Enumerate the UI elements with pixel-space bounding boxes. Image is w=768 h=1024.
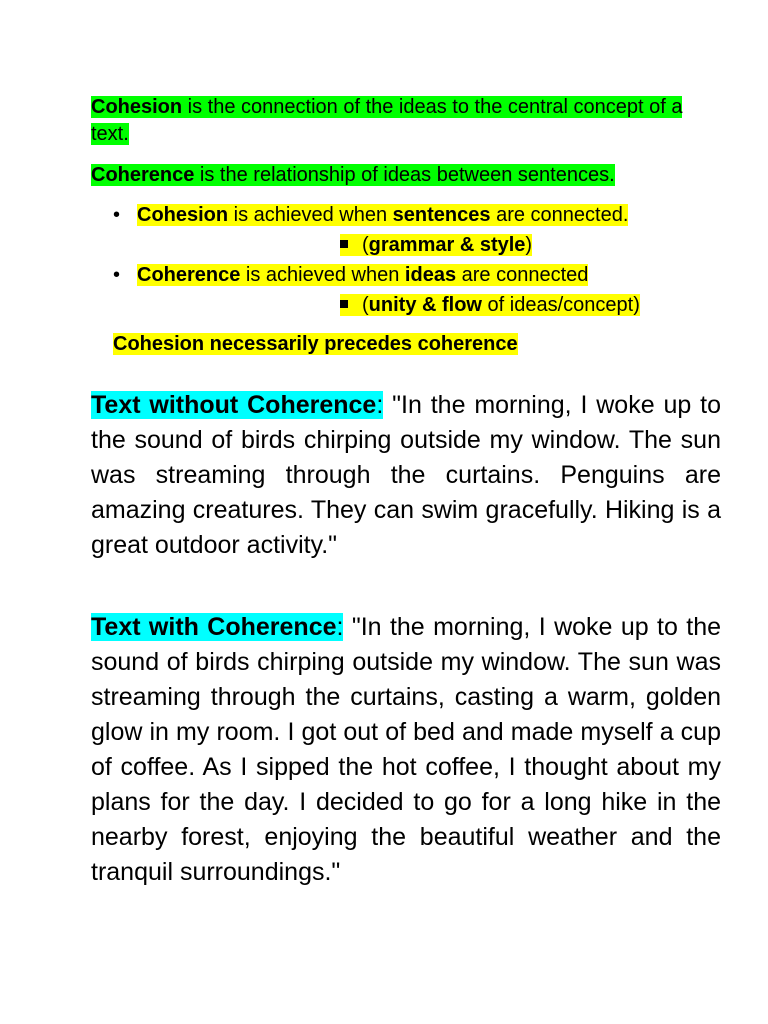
cohesion-definition xyxy=(91,94,723,148)
sub-close-paren: ) xyxy=(525,234,533,256)
conclusion-text: Cohesion necessarily precedes coherence xyxy=(113,333,518,355)
example-text: "In the morning, I woke up to the sound of birds chirping outside my window. The sun was streaming through the curtains, casting a warm, golden glow in my room. I got out of bed and made myself a cup of coffee. As I sipped the hot coffee, I thought about my plans for the day. I decided to go for a long hike in the nearby forest, enjoying the beautiful weather and the tranquil surroundings." xyxy=(91,613,721,886)
sub-bold-text: unity & flow xyxy=(368,294,482,316)
example-text: "In the morning, I woke up to the sound of birds chirping outside my window. The sun was streaming through the curtains. Penguins are amazing creatures. They can swim gracefully. Hiking is a great outdoor activity." xyxy=(91,391,721,559)
round-bullet-icon: • xyxy=(113,264,121,286)
bullet-middle-text: is achieved when xyxy=(240,264,405,286)
example-colon: : xyxy=(336,613,344,641)
example-label: Text with Coherence xyxy=(91,613,337,641)
sub-open-paren: ( xyxy=(362,234,369,256)
square-bullet-icon xyxy=(340,240,348,248)
cohesion-term: Cohesion xyxy=(91,96,183,118)
example-colon: : xyxy=(376,391,384,419)
sub-rest-text: of ideas/concept xyxy=(482,294,634,316)
sub-bold-text: grammar & style xyxy=(368,234,526,256)
bullet-end-text: are connected xyxy=(456,264,589,286)
bullet-middle-text: is achieved when xyxy=(228,204,393,226)
sub-bullet-unity-flow xyxy=(340,292,640,318)
sub-close-paren: ) xyxy=(633,294,640,316)
sub-open-paren: ( xyxy=(362,294,369,316)
example-with-coherence xyxy=(91,610,721,890)
bullet-item-cohesion xyxy=(113,202,628,228)
bullet-term: Coherence xyxy=(137,264,241,286)
example-without-coherence xyxy=(91,388,721,563)
sub-bullet-grammar-style xyxy=(340,232,532,258)
cohesion-definition-text: is the connection of the ideas to the central concept of a text. xyxy=(91,96,683,145)
coherence-definition xyxy=(91,162,723,189)
bullet-keyword: ideas xyxy=(404,264,457,286)
bullet-term: Cohesion xyxy=(137,204,229,226)
bullet-item-coherence xyxy=(113,262,588,288)
coherence-definition-text: is the relationship of ideas between sentences. xyxy=(194,164,615,186)
square-bullet-icon xyxy=(340,300,348,308)
conclusion-statement xyxy=(113,331,518,358)
bullet-keyword: sentences xyxy=(392,204,491,226)
example-label: Text without Coherence xyxy=(91,391,377,419)
bullet-end-text: are connected. xyxy=(490,204,629,226)
coherence-term: Coherence xyxy=(91,164,195,186)
round-bullet-icon: • xyxy=(113,204,121,226)
